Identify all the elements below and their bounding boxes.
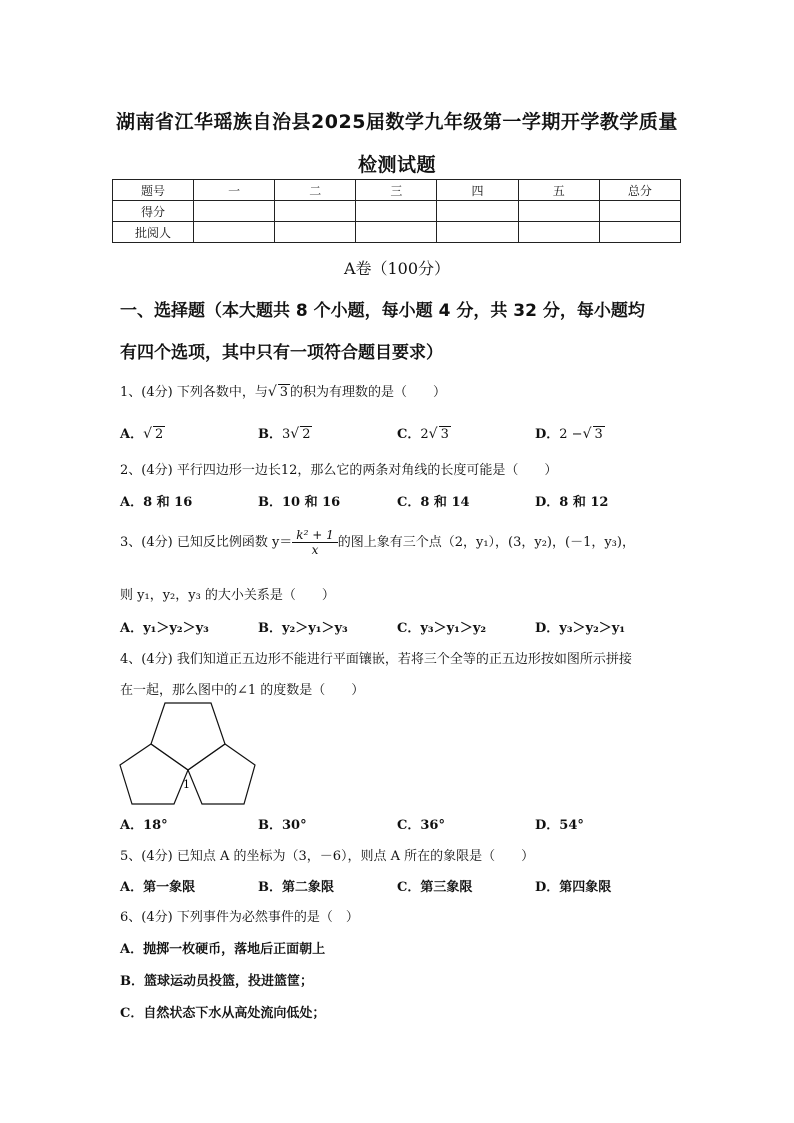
score-cell[interactable]: [194, 222, 275, 243]
sqrt-arg: 3: [440, 427, 449, 442]
option-b[interactable]: [258, 423, 312, 442]
option-d[interactable]: [535, 423, 605, 442]
sqrt-symbol: √: [582, 426, 592, 442]
score-cell[interactable]: [437, 201, 518, 222]
score-cell[interactable]: [356, 201, 437, 222]
sqrt-symbol: √: [143, 426, 153, 442]
question-5: 5、(4分) 已知点 A 的坐标为（3，－6），则点 A 所在的象限是（ ）: [120, 849, 535, 864]
coefficient: 3: [282, 427, 291, 442]
option-a[interactable]: A．抛掷一枚硬币，落地后正面朝上: [120, 942, 326, 957]
score-cell[interactable]: [275, 201, 356, 222]
score-table-header-cell: 题号: [113, 180, 194, 201]
score-cell[interactable]: [599, 222, 680, 243]
score-row-label: 批阅人: [113, 222, 194, 243]
score-table-header-cell: 三: [356, 180, 437, 201]
sqrt-symbol: √: [267, 384, 277, 400]
question-4: 4、(4分) 我们知道正五边形不能进行平面镶嵌，若将三个全等的正五边形按如图所示拼接: [120, 652, 632, 667]
pentagon-top: [151, 703, 225, 770]
score-table-header-cell: 总分: [599, 180, 680, 201]
sqrt-symbol: √: [428, 426, 438, 442]
score-cell[interactable]: [275, 222, 356, 243]
sqrt-arg: 3: [594, 427, 603, 442]
fraction-numerator: k² + 1: [292, 528, 337, 543]
option-c[interactable]: C．自然状态下水从高处流向低处；: [120, 1006, 326, 1021]
coefficient: 2: [420, 427, 429, 442]
option-a[interactable]: [120, 423, 165, 442]
score-table: [112, 179, 681, 243]
score-cell[interactable]: [437, 222, 518, 243]
score-table-header-cell: 一: [194, 180, 275, 201]
option-label: B．: [258, 427, 282, 442]
fraction-denominator: x: [311, 543, 319, 557]
question-text: 的图上象有三个点（2，y₁），(3，y₂)，(－1，y₃)，: [337, 535, 635, 550]
option-d[interactable]: D．8 和 12: [535, 495, 609, 510]
option-d[interactable]: D．54°: [535, 818, 584, 833]
score-table-header-cell: 二: [275, 180, 356, 201]
section-heading-line2: 有四个选项，其中只有一项符合题目要求）: [120, 343, 443, 363]
fraction: [292, 528, 337, 557]
score-table-header-row: [113, 180, 681, 201]
score-cell[interactable]: [599, 201, 680, 222]
score-table-header-cell: 四: [437, 180, 518, 201]
sqrt-arg: 3: [279, 385, 289, 400]
page-title-line2: 检测试题: [357, 154, 436, 176]
question-6: 6、(4分) 下列事件为必然事件的是（ ）: [120, 910, 359, 925]
score-cell[interactable]: [518, 222, 599, 243]
option-label: D．: [535, 427, 560, 442]
option-label: A．: [120, 427, 144, 442]
question-4-line2: 在一起，那么图中的∠1 的度数是（ ）: [120, 683, 365, 698]
score-cell[interactable]: [518, 201, 599, 222]
option-d[interactable]: D．y₃＞y₂＞y₁: [535, 621, 626, 636]
section-heading-line1: 一、选择题（本大题共 8 个小题，每小题 4 分，共 32 分，每小题均: [120, 301, 645, 321]
pentagon-right: [188, 744, 255, 804]
option-c[interactable]: C．36°: [397, 818, 445, 833]
score-table-header-cell: 五: [518, 180, 599, 201]
option-a[interactable]: A．8 和 16: [120, 495, 193, 510]
sqrt-symbol: √: [290, 426, 300, 442]
score-table-row: [113, 222, 681, 243]
question-1: [120, 381, 446, 400]
question-3: [120, 528, 635, 557]
option-b[interactable]: B．10 和 16: [258, 495, 341, 510]
question-text: 的积为有理数的是（ ）: [290, 385, 447, 400]
expression: 2 −: [559, 427, 583, 442]
option-a[interactable]: A．y₁＞y₂＞y₃: [120, 621, 209, 636]
option-b[interactable]: B．篮球运动员投篮，投进篮筐；: [120, 974, 313, 989]
option-b[interactable]: B．y₂＞y₁＞y₃: [258, 621, 348, 636]
sqrt-arg: 2: [155, 427, 164, 442]
option-a[interactable]: A．18°: [120, 818, 168, 833]
option-c[interactable]: C．y₃＞y₁＞y₂: [397, 621, 487, 636]
score-cell[interactable]: [356, 222, 437, 243]
option-d[interactable]: D．第四象限: [535, 880, 612, 895]
score-table-row: [113, 201, 681, 222]
question-3-line2: 则 y₁，y₂，y₃ 的大小关系是（ ）: [120, 588, 335, 603]
option-c[interactable]: C．第三象限: [397, 880, 473, 895]
question-text: 3、(4分) 已知反比例函数 y＝: [120, 535, 293, 550]
volume-label: A卷（100分）: [343, 259, 451, 278]
score-cell[interactable]: [194, 201, 275, 222]
option-c[interactable]: [397, 423, 451, 442]
option-a[interactable]: A．第一象限: [120, 880, 196, 895]
option-b[interactable]: B．30°: [258, 818, 307, 833]
sqrt-arg: 2: [302, 427, 311, 442]
option-b[interactable]: B．第二象限: [258, 880, 334, 895]
question-text: 1、(4分) 下列各数中，与: [120, 385, 268, 400]
angle-label: 1: [183, 778, 190, 791]
question-2: 2、(4分) 平行四边形一边长12，那么它的两条对角线的长度可能是（ ）: [120, 463, 558, 478]
score-row-label: 得分: [113, 201, 194, 222]
option-c[interactable]: C．8 和 14: [397, 495, 470, 510]
page-title-line1: 湖南省江华瑶族自治县2025届数学九年级第一学期开学教学质量: [116, 111, 678, 133]
pentagon-figure: [118, 700, 258, 808]
pentagon-left: [120, 744, 188, 804]
option-label: C．: [397, 427, 421, 442]
